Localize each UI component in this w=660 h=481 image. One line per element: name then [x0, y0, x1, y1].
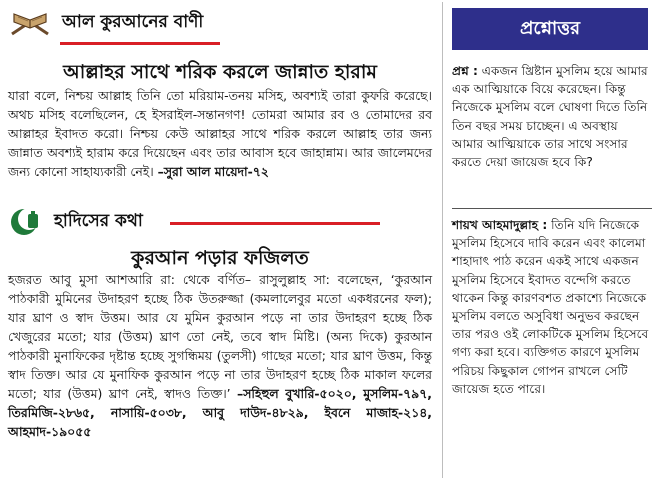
hadith-section-header	[10, 206, 143, 238]
quran-book-icon	[8, 8, 52, 38]
quran-section-title: আল কুরআনের বাণী	[62, 12, 204, 32]
qa-title-box: প্রশ্নোত্তর	[452, 8, 648, 50]
quran-header-underline	[60, 42, 220, 45]
qa-question	[452, 62, 652, 171]
column-divider	[442, 2, 443, 478]
answer-text: তিনি যদি নিজেকে মুসলিম হিসেবে দাবি করেন এবং কালেমা শাহাদাৎ পাঠ করেন একই সাথে একজন মুসলিম হিসেবে ইবাদত বন্দেগি করতে থাকেন কিন্তু কারণবশত প্রকাশ্যে নিজেকে মুসলিম বলতে অসুবিধা অনুভব করছেন তার পরও ওই লোকটিকে মুসলিম হিসেবে গণ্য করা হবে। ব্যক্তিগত কারণে মুসলিম পরিচয় কিছুকাল গোপন রাখলে সেটি জায়েজ হতে পারে।	[452, 218, 649, 396]
hadith-body	[8, 270, 432, 441]
hadith-headline: কুরআন পড়ার ফজিলত	[131, 247, 309, 269]
hadith-section-title: হাদিসের কথা	[54, 211, 143, 231]
question-text: একজন খ্রিষ্টান মুসলিম হয়ে আমার এক আত্মিয়াকে বিয়ে করেছেন। কিন্তু নিজেকে মুসলিম বলে ঘোষণা দিতে তিনি তিন বছর সময় চাচ্ছেন। এ অবস্থায় আমার আত্মিয়াকে তার সাথে সংসার করতে দেয়া জায়েজ হবে কি?	[452, 64, 648, 170]
quran-section-header	[8, 8, 203, 38]
quran-body-text: যারা বলে, নিশ্চয় আল্লাহ তিনি তো মরিয়াম-তনয় মসিহ, অবশ্যই তারা কুফরি করেছে। অথচ মসিহ বলেছিলেন, হে ইসরাইল-সন্তানগণ! তোমরা আমার রব ও তোমাদের রব আল্লাহর ইবাদত করো। নিশ্চয় কেউ আল্লাহর সাথে শরিক করলে আল্লাহ তার জন্য জান্নাত অবশ্যই হারাম করে দিয়েছেন এবং তার আবাস হবে জাহান্নাম। আর জালেমদের জন্য কোনো সাহায্যকারী নেই।	[8, 88, 432, 179]
quran-headline: আল্লাহর সাথে শরিক করলে জান্নাত হারাম	[63, 61, 377, 83]
answer-label: শায়খ আহমাদুল্লাহ :	[452, 218, 548, 232]
qa-separator	[452, 208, 652, 209]
hadith-source: –সহিহুল বুখারি-৫০২০, মুসলিম-৭৯৭, তিরমিজি-২৮৬৫, নাসায়ি-৫০৩৮, আবু দাউদ-৪৮২৯, ইবনে মাজাহ-২১৪, আহমাদ-১৯০৫৫	[8, 386, 432, 439]
question-label: প্রশ্ন :	[452, 64, 478, 78]
qa-answer	[452, 216, 652, 398]
hadith-body-text: হজরত আবু মুসা আশআরি রা: থেকে বর্ণিত– রাসুলুল্লাহ সা: বলেছেন, ‘কুরআন পাঠকারী মুমিনের উদাহরণ হচ্ছে ঠিক উতরুজ্জা (কমলালেবুর মতো একধরনের ফল); যার ঘ্রাণ ও স্বাদ উত্তম। আর যে মুমিন কুরআন পড়ে না তার উদাহরণ হচ্ছে ঠিক খেজুরের মতো; যার (উত্তম) ঘ্রাণ তো নেই, তবে স্বাদ মিষ্টি। (অন্য দিকে) কুরআন পাঠকারী মুনাফিকের দৃষ্টান্ত হচ্ছে সুগন্ধিময় (তুলসী) গাছের মতো; যার ঘ্রাণ উত্তম, কিন্তু স্বাদ তিক্ত। আর যে মুনাফিক কুরআন পড়ে না তার উদাহরণ হচ্ছে ঠিক মাকাল ফলের মতো; যার (উত্তম) ঘ্রাণ নেই, স্বাদও তিক্ত।’	[8, 272, 432, 401]
quran-source: –সুরা আল মায়েদা-৭২	[157, 164, 269, 179]
crescent-icon	[10, 206, 44, 238]
quran-body	[8, 86, 432, 181]
right-column	[448, 0, 660, 481]
hadith-header-line	[170, 222, 380, 225]
